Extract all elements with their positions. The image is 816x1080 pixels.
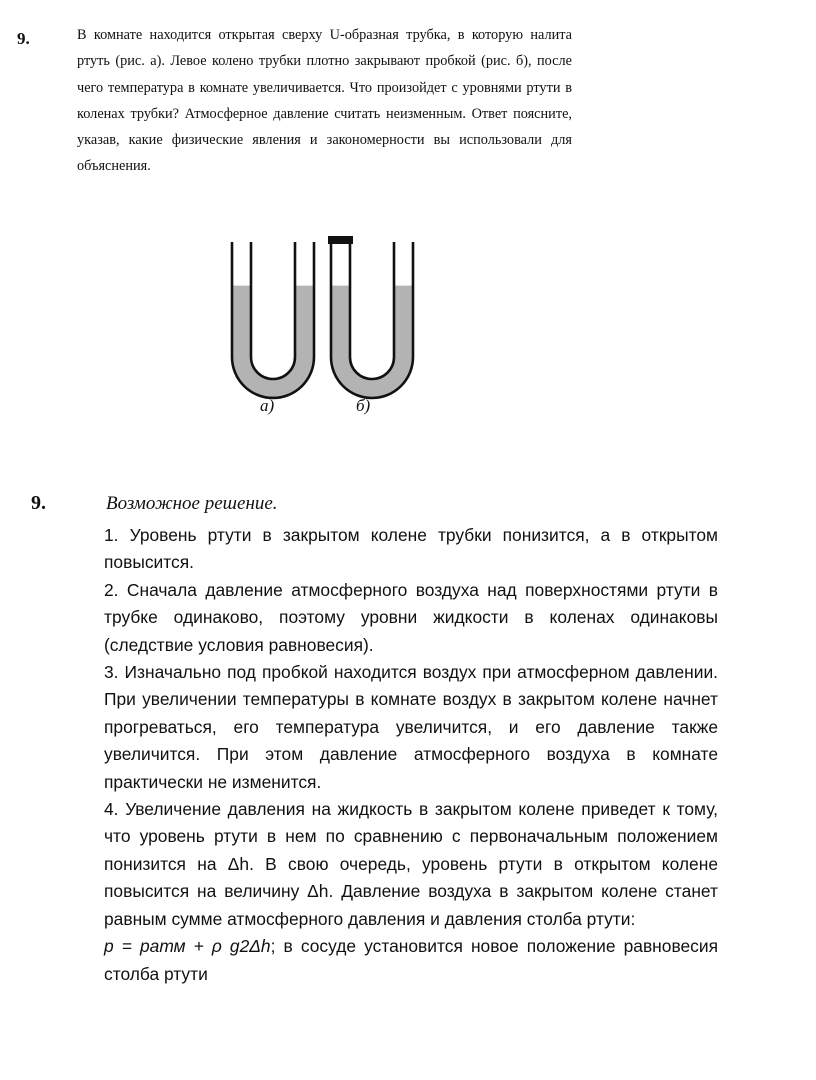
mercury-fill-b: [331, 242, 413, 398]
figure-label-b: б): [356, 396, 371, 415]
solution-point-3: 3. Изначально под пробкой находится воздух при атмосферном давлении. При увеличении температуры в комнате воздух в закрытом колене начнет прогреваться, его температура увеличится, и его давление также увеличится. При этом давление атмосферного воздуха в комнате практически не изменится.: [104, 662, 718, 792]
mercury-fill-a: [232, 242, 314, 398]
solution-formula-line: [104, 933, 718, 988]
u-tubes-figure: [225, 232, 425, 422]
problem-text: В комнате находится открытая сверху U-образная трубка, в которую налита ртуть (рис. а). Левое колено трубки плотно закрывают пробкой (рис. б), после чего температура в комнате увеличивается. Что произойдет с уровнями ртути в коленах трубки? Атмосферное давление считать неизменным. Ответ поясните, указав, какие физические явления и закономерности вы использовали для объяснения.: [77, 27, 572, 175]
solution-number: 9.: [31, 492, 46, 514]
solution-point-2: 2. Сначала давление атмосферного воздуха над поверхностями ртути в трубке одинаково, поэтому уровни жидкости в коленах одинаковы (следствие условия равновесия).: [104, 579, 718, 655]
stopper: [328, 236, 353, 244]
pressure-formula: p = pатм + ρ g2Δh: [104, 936, 271, 957]
formula-tail: ; в сосуде установится новое положение равновесия столба ртути: [104, 936, 719, 984]
solution-body: [104, 522, 718, 988]
solution-heading: Возможное решение.: [106, 493, 278, 514]
problem-number: 9.: [17, 29, 30, 48]
solution-point-1: 1. Уровень ртути в закрытом колене трубки понизится, а в открытом повысится.: [104, 525, 718, 573]
figure-label-a: а): [260, 396, 275, 415]
u-tube-open: [232, 242, 314, 398]
solution-point-4: 4. Увеличение давления на жидкость в закрытом колене приведет к тому, что уровень ртути в нем по сравнению с первоначальным положением понизится на Δh. В свою очередь, уровень ртути в открытом колене повысится на величину Δh. Давление воздуха в закрытом колене станет равным сумме атмосферного давления и давления столба ртути:: [104, 799, 718, 929]
u-tube-stoppered: [328, 236, 413, 398]
